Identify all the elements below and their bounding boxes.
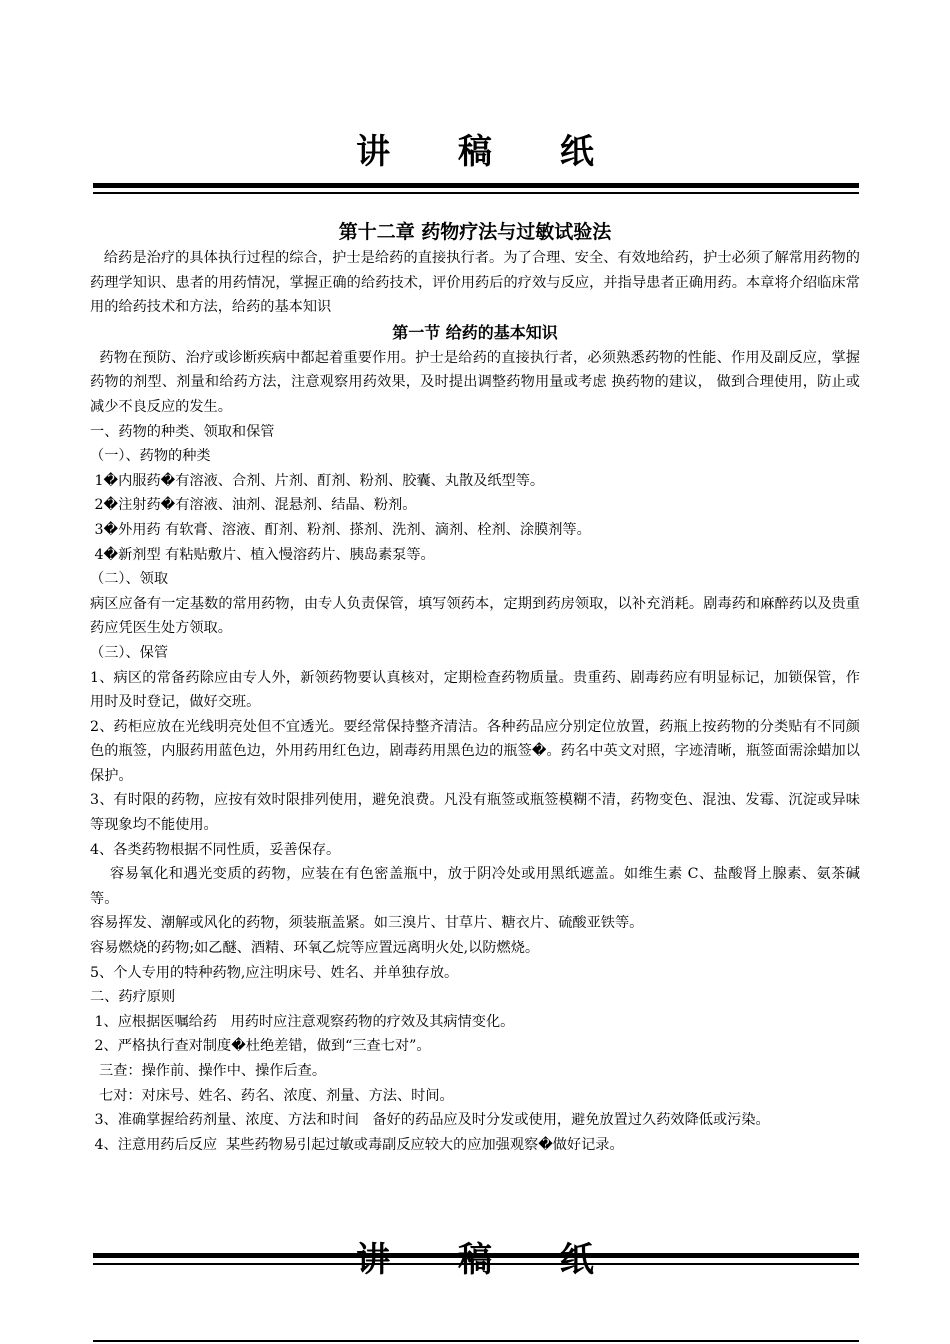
next-page-header-title: 讲 稿 纸 — [356, 1240, 622, 1280]
paragraph: 七对：对床号、姓名、药名、浓度、剂量、方法、时间。 — [90, 1087, 454, 1104]
document-body — [90, 218, 860, 1157]
paragraph: 药物在预防、治疗或诊断疾病中都起着重要作用。护士是给药的直接执行者，必须熟悉药物的性能、作用及副反应，掌握药物的剂型、剂量和给药方法，注意观察用药效果，及时提出调整药物用量或考虑 换药物的建议， 做到合理使用，防止或减少不良反应的发生。 — [90, 349, 860, 415]
paragraph: （一）、药物的种类 — [90, 448, 211, 465]
paragraph: 二、药疗原则 — [90, 989, 176, 1006]
paragraph: 4、注意用药后反应 某些药物易引起过敏或毒副反应较大的应加强观察�做好记录。 — [90, 1136, 624, 1153]
paragraph: 1、应根据医嘱给药 用药时应注意观察药物的疗效及其病情变化。 — [90, 1013, 515, 1030]
paragraph: 一、药物的种类、领取和保管 — [90, 423, 275, 440]
paragraph: 病区应备有一定基数的常用药物，由专人负责保管，填写领药本，定期到药房领取，以补充消耗。剧毒药和麻醉药以及贵重药应凭医生处方领取。 — [90, 595, 860, 637]
paragraph: （三）、保管 — [90, 644, 169, 661]
paragraph: 4、各类药物根据不同性质，妥善保存。 — [90, 841, 341, 858]
paragraph: 2、严格执行查对制度�杜绝差错，做到“三查七对”。 — [90, 1038, 431, 1055]
paragraph: 容易燃烧的药物;如乙醚、酒精、环氧乙烷等应置远离明火处,以防燃烧。 — [90, 940, 540, 957]
next-page-top-rule — [93, 1340, 859, 1342]
chapter-title: 第十二章 药物疗法与过敏试验法 — [338, 221, 612, 243]
section-title: 第一节 给药的基本知识 — [392, 322, 558, 342]
paragraph: 2、药柜应放在光线明亮处但不宜透光。要经常保持整齐清洁。各种药品应分别定位放置，药瓶上按药物的分类贴有不同颜色的瓶签，内服药用蓝色边，外用药用红色边，剧毒药用黑色边的瓶签�。药名中英文对照，字迹清晰，瓶签面需涂蜡加以保护。 — [90, 718, 860, 784]
paragraph: 1、病区的常备药除应由专人外，新领药物要认真核对，定期检查药物质量。贵重药、剧毒药应有明显标记，加锁保管，作用时及时登记，做好交班。 — [90, 669, 860, 711]
paragraph: 2�注射药�有溶液、油剂、混悬剂、结晶、粉剂。 — [90, 497, 417, 514]
paragraph: 4�新剂型 有粘贴敷片、植入慢溶药片、胰岛素泵等。 — [90, 546, 435, 563]
paragraph: 3�外用药 有软膏、溶液、酊剂、粉剂、搽剂、洗剂、滴剂、栓剂、涂膜剂等。 — [90, 521, 591, 538]
paragraph: 三查：操作前、操作中、操作后查。 — [90, 1063, 327, 1079]
paragraph: 容易挥发、潮解或风化的药物，须装瓶盖紧。如三溴片、甘草片、糖衣片、硫酸亚铁等。 — [90, 915, 644, 932]
paragraph: 3、准确掌握给药剂量、浓度、方法和时间 备好的药品应及时分发或使用，避免放置过久药效降低或污染。 — [90, 1112, 770, 1129]
paragraph: （二）、领取 — [90, 571, 169, 588]
intro-paragraph: 给药是治疗的具体执行过程的综合，护士是给药的直接执行者。为了合理、安全、有效地给药，护士必须了解常用药物的药理学知识、患者的用药情况，掌握正确的给药技术，评价用药后的疗效与反应，并指导患者正确用药。本章将介绍临床常用的给药技术和方法，给药的基本知识 — [90, 250, 860, 316]
paragraph: 容易氧化和遇光变质的药物，应装在有色密盖瓶中，放于阴冷处或用黑纸遮盖。如维生素 C、盐酸肾上腺素、氨茶碱等。 — [90, 866, 860, 907]
paragraph: 1�内服药�有溶液、合剂、片剂、酊剂、粉剂、胶囊、丸散及纸型等。 — [90, 472, 545, 489]
header-rule-thick — [93, 183, 859, 188]
paragraph: 3、有时限的药物，应按有效时限排列使用，避免浪费。凡没有瓶签或瓶签模糊不清，药物变色、混浊、发霉、沉淀或异味等现象均不能使用。 — [90, 792, 860, 834]
paragraph: 5、个人专用的特种药物,应注明床号、姓名、并单独存放。 — [90, 964, 459, 981]
header-rule-thin — [93, 192, 859, 194]
paragraph-list — [90, 346, 860, 1158]
page-header-title: 讲 稿 纸 — [356, 132, 622, 172]
